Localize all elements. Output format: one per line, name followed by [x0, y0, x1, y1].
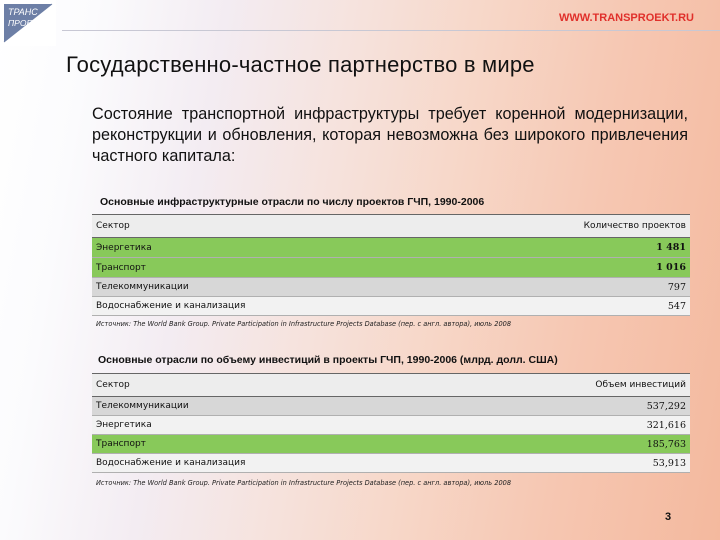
table1-col-count: Количество проектов — [583, 221, 686, 231]
table2-col-sector: Сектор — [96, 380, 130, 390]
table-row — [92, 297, 690, 316]
table2-col-investment: Объем инвестиций — [595, 380, 686, 390]
page-number: 3 — [665, 511, 672, 523]
table-projects-count — [92, 214, 690, 316]
table1-header-row — [92, 214, 690, 238]
table-row — [92, 258, 690, 278]
table-row — [92, 454, 690, 473]
table2-caption: Основные отрасли по объему инвестиций в проекты ГЧП, 1990-2006 (млрд. долл. США) — [98, 354, 558, 366]
table1-row-value: 1 016 — [656, 262, 686, 273]
table1-row-sector: Энергетика — [96, 242, 152, 253]
table1-row-sector: Водоснабжение и канализация — [96, 301, 246, 311]
table1-row-sector: Телекоммуникации — [96, 282, 189, 292]
table2-header-row — [92, 373, 690, 397]
table-row — [92, 416, 690, 435]
table1-row-value: 1 481 — [656, 242, 686, 253]
intro-paragraph: Состояние транспортной инфраструктуры требует коренной модернизации, реконструкции и обновления, которая невозможна без широкого привлечения частного капитала: — [92, 105, 688, 165]
table1-source-note: Источник: The World Bank Group. Private Participation in Infrastructure Projects Database (пер. с англ. автора), июль 2008 — [96, 320, 512, 328]
table1-col-sector: Сектор — [96, 221, 130, 231]
table2-source-note: Источник: The World Bank Group. Private Participation in Infrastructure Projects Database (пер. с англ. автора), июль 2008 — [96, 479, 512, 487]
table1-row-value: 547 — [667, 300, 686, 312]
table2-row-value: 53,913 — [652, 457, 686, 469]
table2-row-sector: Водоснабжение и канализация — [96, 458, 246, 468]
table-row — [92, 397, 690, 416]
table2-row-sector: Телекоммуникации — [96, 401, 189, 411]
table-row — [92, 238, 690, 258]
table2-row-value: 537,292 — [646, 400, 686, 412]
table-row — [92, 278, 690, 297]
table2-row-sector: Энергетика — [96, 420, 152, 430]
table1-row-value: 797 — [667, 281, 686, 293]
table2-row-value: 185,763 — [646, 438, 686, 450]
table2-row-sector: Транспорт — [96, 439, 146, 449]
table1-row-sector: Транспорт — [96, 262, 146, 273]
logo-text-line2: ПРОЕКТ — [8, 18, 43, 28]
header-divider — [62, 30, 720, 31]
logo-text-line1: ТРАНС — [8, 7, 38, 17]
transproekt-logo — [0, 0, 56, 46]
table1-caption: Основные инфраструктурные отрасли по числу проектов ГЧП, 1990-2006 — [100, 196, 485, 208]
table-row — [92, 435, 690, 454]
slide-title: Государственно-частное партнерство в мире — [66, 52, 535, 77]
table2-row-value: 321,616 — [646, 419, 686, 431]
table-investment-volume — [92, 373, 690, 473]
site-url[interactable]: WWW.TRANSPROEKT.RU — [558, 12, 694, 24]
